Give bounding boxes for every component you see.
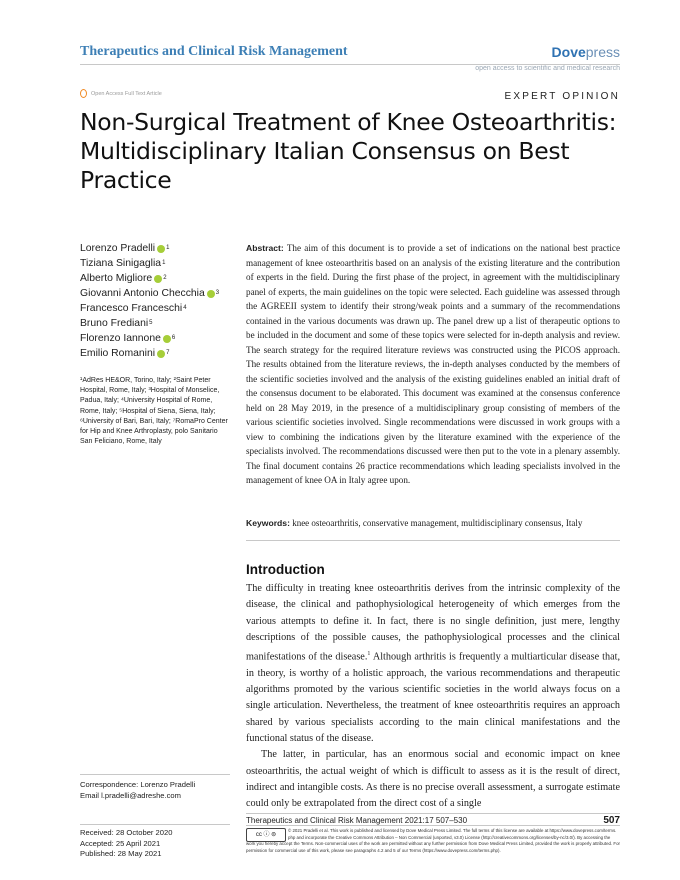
correspondence	[80, 779, 230, 801]
orcid-icon[interactable]	[154, 275, 162, 283]
author-affiliation-ref: 3	[215, 290, 220, 296]
orcid-icon[interactable]	[157, 350, 165, 358]
introduction-body	[246, 581, 620, 813]
footer-divider-2	[246, 825, 620, 826]
footer-divider	[246, 813, 620, 814]
correspondence-divider	[80, 774, 230, 775]
cc-license-icon[interactable]: cc ⓘ ⊜	[246, 828, 286, 842]
open-access-text: Open Access Full Text Article	[91, 90, 162, 97]
received-date: Received: 28 October 2020	[80, 828, 173, 837]
author-affiliation-ref: 4	[183, 305, 187, 311]
author-item[interactable]	[80, 346, 240, 361]
abstract-text: The aim of this document is to provide a set of indications on the national best practice management of knee osteoarthritis based on an analysis of the existing literature and the contribution of experts in the field. During the first phase of the project, in agreement with the multidisciplinary panel of experts, the main guidelines on the topic were selected. Each guideline was assessed through the AGREEII system to identify their strong/weak points and a summary of the recommendations contained in the various documents was drawn up. The panel drew up a list of therapeutic options to be included in the document and some of these topics were selected for in-depth analysis and review. The search strategy for the required literature reviews was constructed using the PICOS approach. The results obtained from the literature reviews, the in-depth analyses conducted by the members of the scientific societies involved and the analysis of the existing guidelines enabled an initial draft of the consensus document to be elaborated. This document was examined at the consensus conference held on 28 May 2019, in the presence of a multidisciplinary group consisting of members of the various scientific societies involved. Single recommendations were discussed in work groups with a view to combining the indications given by the literature examined with the experience of the specialists involved. The recommendations discussed were then put to the vote in a plenary assembly. The final document contains 26 practice recommendations which leading specialists involved in the management of knee OA in Italy agree upon.	[246, 243, 620, 485]
license-text: © 2021 Pradelli et al. This work is published and licensed by Dove Medical Press Limited. The full terms of this license are available at https://www.dovepress.com/terms. php and incorporate the Creative Commons Attribution – Non Commercial (unported, v3.0) License (http://creativecommons.org/licenses/by-nc/3.0/). By accessing the	[288, 828, 617, 840]
accepted-date: Accepted: 25 April 2021	[80, 838, 161, 848]
author-name: Francesco Franceschi	[80, 303, 183, 314]
publisher-logo-bold: Dove	[551, 44, 586, 60]
license-text-2: work you hereby accept the Terms. Non-commercial uses of the work are permitted without any further permission from Dove Medical Press Limited, provided the work is properly attributed. For permission for commercial use of this work, please see paragraphs 4.2 and 5 of our Terms (https://www.dovepress.com/terms.php).	[246, 841, 621, 853]
orcid-icon[interactable]	[163, 335, 171, 343]
author-name: Tiziana Sinigaglia	[80, 258, 162, 269]
affiliations: ¹AdRes HE&OR, Torino, Italy; ²Saint Peter Hospital, Rome, Italy; ³Hospital of Monselice, Padua, Italy; ⁴University Hospital of Rome, Rome, Italy; ⁵Hospital of Siena, Siena, Italy; ⁶University of Bari, Bari, Italy; ⁷RomaPro Center for Hip and Knee Arthroplasty, polo Sanitario San Feliciano, Rome, Italy	[80, 377, 228, 446]
published-date: Published: 28 May 2021	[80, 849, 162, 858]
paragraph-text: The difficulty in treating knee osteoarthritis derives from the intrinsic complexity of the disease, the clinical and pathophysiological heterogeneity of which emerges from the various attempts to define it. In fact, there is no single definition, just mere, lengthy descriptions of the possible causes, the pathophysiological processes and the clinical manifestations of the disease.	[246, 583, 620, 663]
journal-name[interactable]: Therapeutics and Clinical Risk Management	[80, 44, 348, 59]
author-name: Giovanni Antonio Checchia	[80, 288, 205, 299]
orcid-icon[interactable]	[157, 245, 165, 253]
open-access-icon	[80, 89, 87, 98]
page-number: 507	[603, 815, 620, 826]
abstract	[246, 241, 620, 488]
open-access-label	[80, 89, 162, 98]
author-name: Florenzo Iannone	[80, 333, 161, 344]
footer-journal-citation: Therapeutics and Clinical Risk Management 2021:17 507–530	[246, 816, 468, 825]
author-item[interactable]	[80, 301, 240, 316]
keywords-label: Keywords:	[246, 518, 290, 528]
article-type: EXPERT OPINION	[504, 91, 620, 102]
article-dates	[80, 828, 172, 860]
abstract-divider	[246, 540, 620, 541]
author-item[interactable]	[80, 241, 240, 256]
author-name: Emilio Romanini	[80, 348, 156, 359]
author-item[interactable]	[80, 286, 240, 301]
citation-link[interactable]: 1	[367, 651, 371, 658]
author-affiliation-ref: 7	[166, 350, 170, 356]
author-affiliation-ref: 1	[166, 245, 170, 251]
author-name: Alberto Migliore	[80, 273, 153, 284]
keywords-text: knee osteoarthritis, conservative management, multidisciplinary consensus, Italy	[292, 518, 583, 528]
paragraph: The latter, in particular, has an enormous social and economic impact on knee osteoarthritis, the actual weight of which is difficult to assess as it is the result of direct, indirect and intangible costs. As there is no precise overall assessment, a surrogate estimate could only be extrapolated from the direct cost of a single	[246, 749, 620, 810]
orcid-icon[interactable]	[207, 290, 215, 298]
correspondence-email[interactable]: Email l.pradelli@adreshe.com	[80, 791, 181, 800]
author-item[interactable]	[80, 256, 240, 271]
author-item[interactable]	[80, 316, 240, 331]
publisher-logo[interactable]	[552, 44, 620, 60]
keywords	[246, 518, 620, 528]
author-item[interactable]	[80, 271, 240, 286]
dates-divider	[80, 824, 230, 825]
abstract-label: Abstract:	[246, 243, 284, 253]
author-item[interactable]	[80, 331, 240, 346]
header-divider	[80, 64, 620, 65]
section-heading: Introduction	[246, 562, 325, 577]
author-affiliation-ref: 5	[149, 320, 153, 326]
paragraph-text: Although arthritis is frequently a multiarticular disease that, in theory, is worthy of a holistic approach, the various recommendations and therapeutic algorithms promoted by the various scientific societies in the world always focus on a single articulation. Nevertheless, the treatment of knee osteoarthritis requires an approach shared by various specialists according to the main clinical manifestations and the functional status of the disease.	[246, 651, 621, 745]
author-name: Bruno Frediani	[80, 318, 149, 329]
author-affiliation-ref: 6	[171, 335, 176, 341]
article-title: Non-Surgical Treatment of Knee Osteoarthritis: Multidisciplinary Italian Consensus on Best Practice	[80, 108, 617, 194]
correspondence-name: Correspondence: Lorenzo Pradelli	[80, 780, 196, 789]
author-affiliation-ref: 2	[163, 275, 167, 281]
paragraph	[246, 581, 620, 747]
author-affiliation-ref: 1	[162, 260, 166, 266]
author-list	[80, 241, 240, 361]
publisher-logo-rest: press	[585, 44, 620, 60]
author-name: Lorenzo Pradelli	[80, 243, 156, 254]
publisher-tagline: open access to scientific and medical research	[475, 65, 620, 72]
